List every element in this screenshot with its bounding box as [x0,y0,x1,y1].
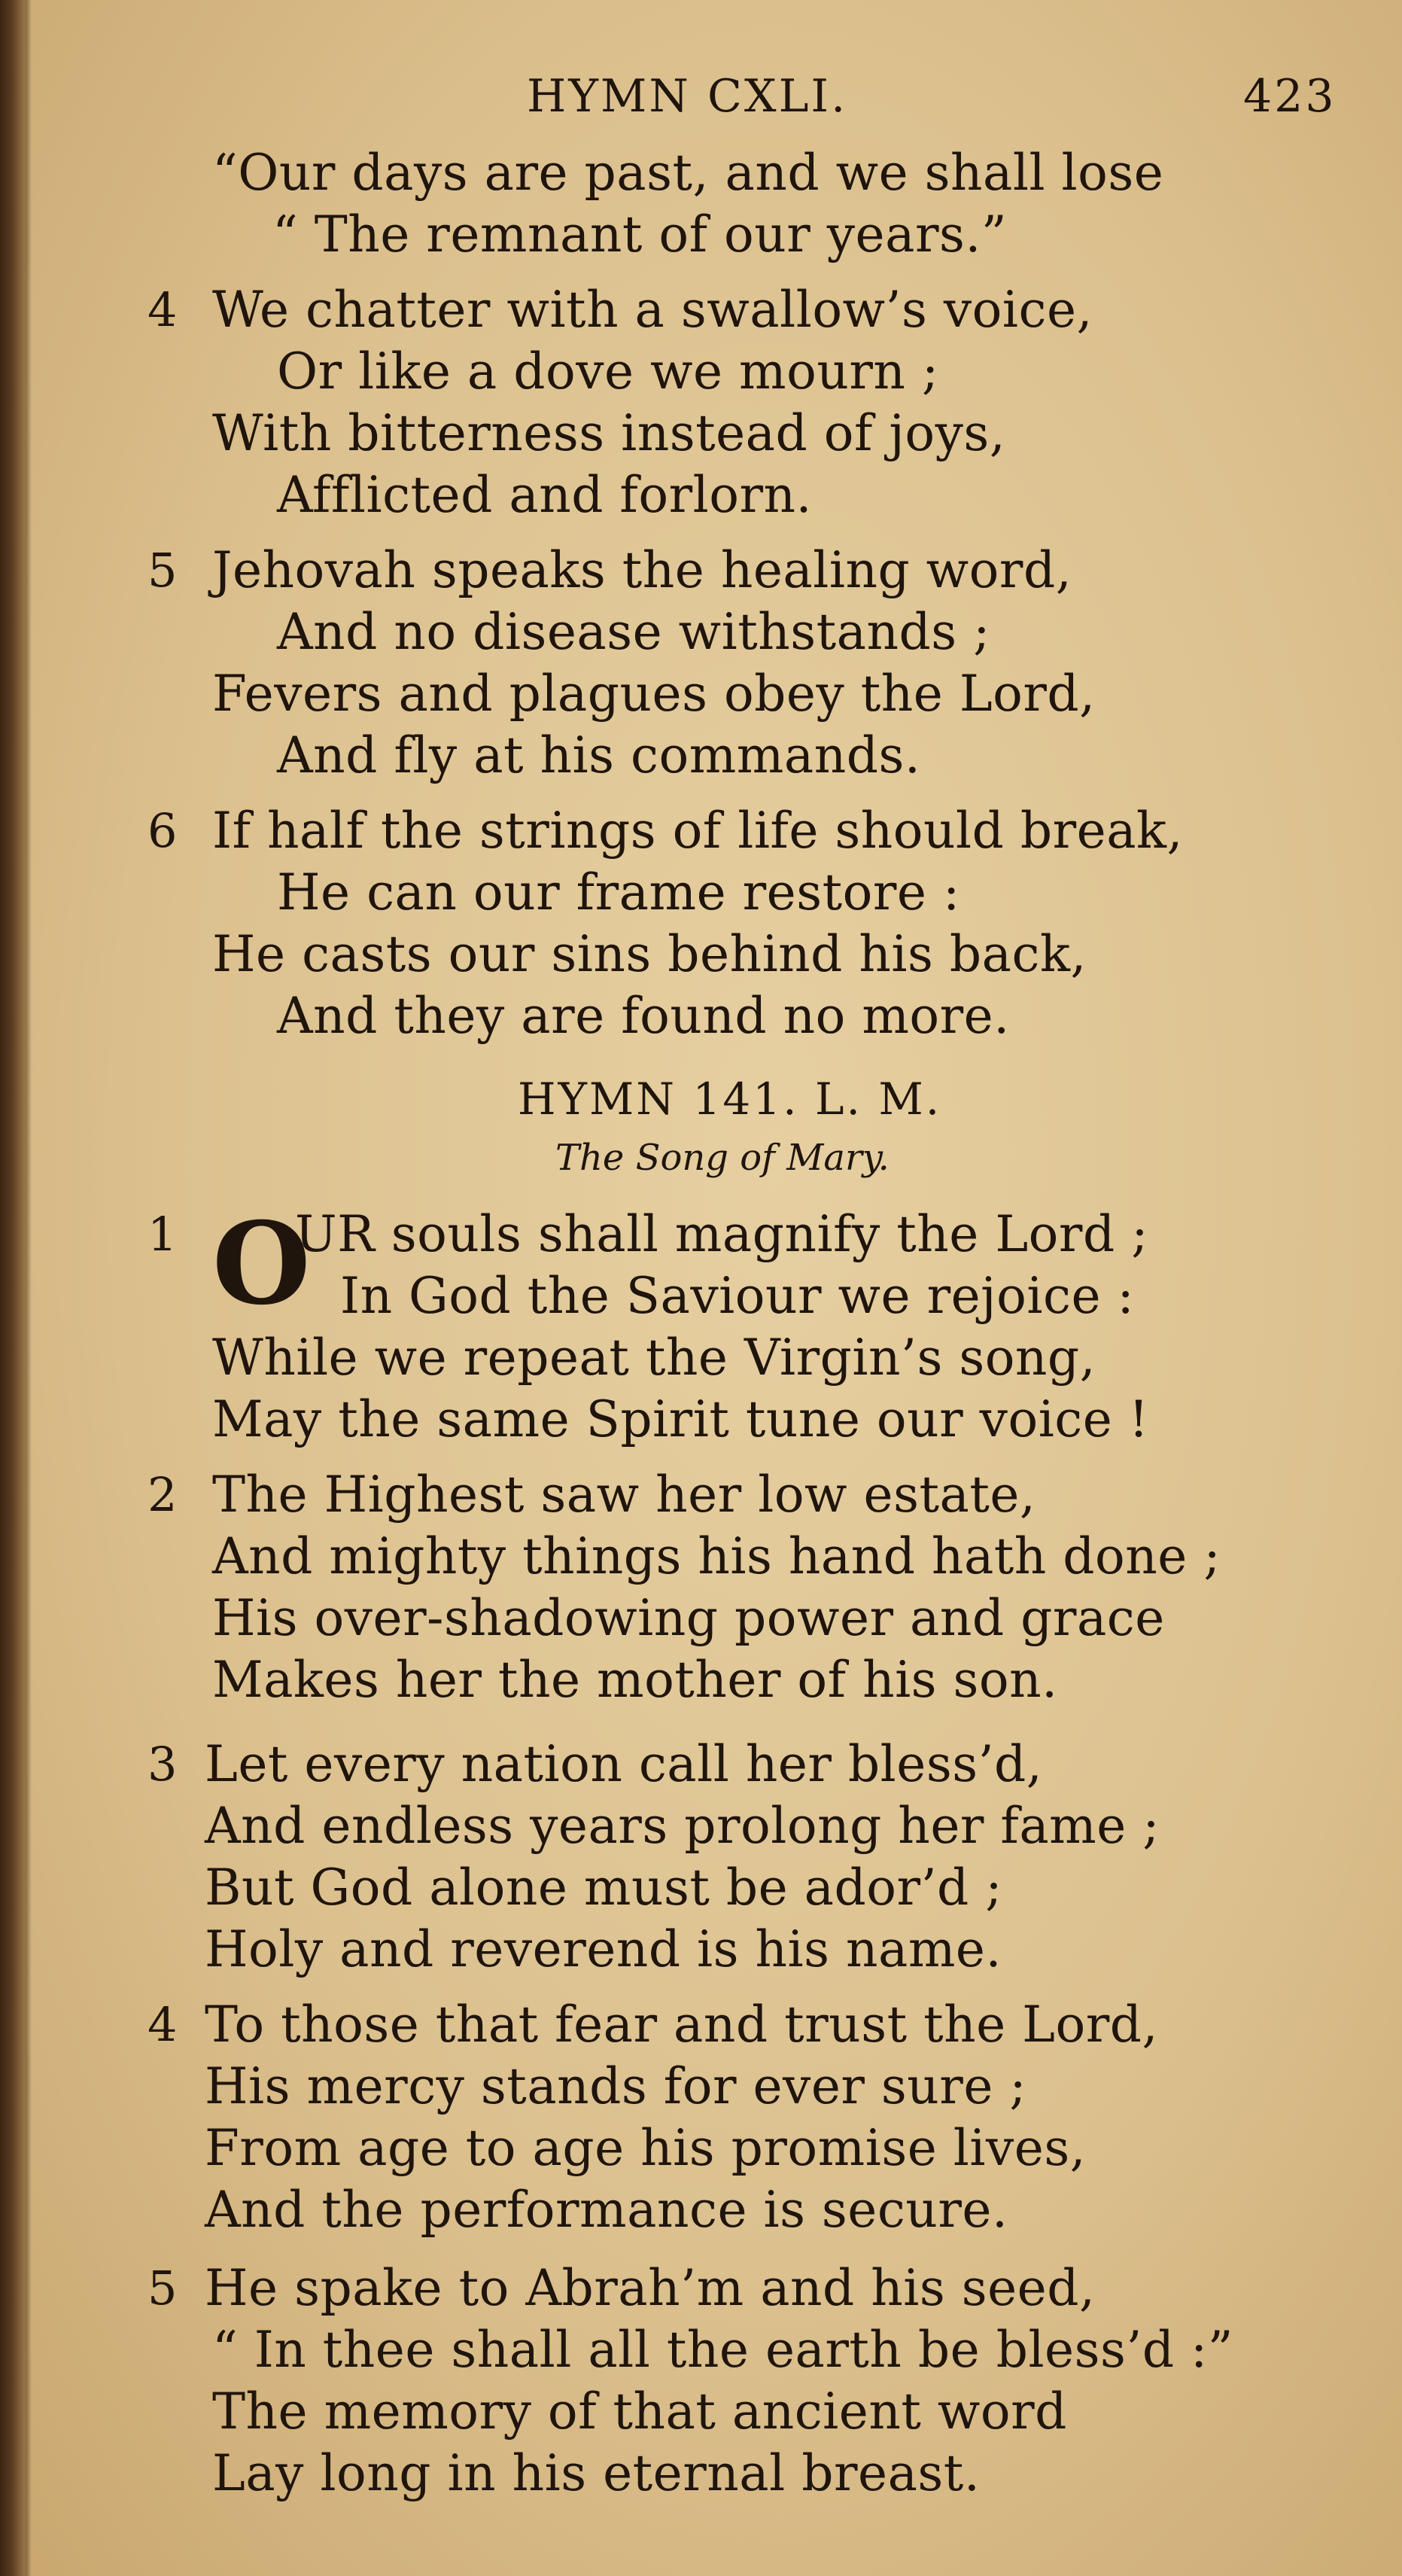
stanza-number: 3 [147,1737,178,1792]
verse-line: Or like a dove we mourn ; [277,343,939,400]
verse-line: In God the Saviour we rejoice : [340,1267,1135,1325]
verse-line: Let every nation call her bless’d, [205,1735,1043,1793]
verse-line: And no disease withstands ; [277,603,990,661]
stanza-number: 4 [147,282,178,337]
verse-line: And fly at his commands. [277,726,921,784]
hymn-heading: HYMN 141. L. M. [518,1073,942,1125]
verse-line: Afflicted and forlorn. [277,466,813,524]
stanza-number: 4 [147,1997,178,2052]
verse-line: And the performance is secure. [205,2181,1008,2239]
verse-line: And endless years prolong her fame ; [205,1797,1160,1855]
verse-line: Lay long in his eternal breast. [212,2444,981,2502]
verse-line: From age to age his promise lives, [205,2119,1087,2177]
verse-line: The memory of that ancient word [212,2383,1067,2441]
verse-line: Fevers and plagues obey the Lord, [212,665,1096,723]
verse-line: Makes her the mother of his son. [212,1651,1058,1709]
verse-line: UR souls shall magnify the Lord ; [295,1205,1148,1263]
verse-line: Holy and reverend is his name. [205,1920,1002,1978]
continuation-line: “Our days are past, and we shall lose [212,144,1164,202]
verse-line: And mighty things his hand hath done ; [212,1527,1221,1585]
drop-cap: O [212,1198,311,1330]
stanza-number: 5 [147,543,178,598]
verse-line: And they are found no more. [277,987,1010,1045]
verse-line: But God alone must be ador’d ; [205,1859,1003,1917]
stanza-number: 1 [147,1207,178,1262]
verse-line: The Highest saw her low estate, [212,1466,1036,1524]
verse-line: “ In thee shall all the earth be bless’d :” [212,2321,1234,2379]
verse-line: His over-shadowing power and grace [212,1589,1165,1647]
verse-line: With bitterness instead of joys, [212,404,1006,462]
page-number: 423 [1243,70,1337,123]
verse-line: While we repeat the Virgin’s song, [212,1329,1096,1387]
hymn-subtitle: The Song of Mary. [555,1137,890,1179]
stanza-number: 2 [147,1467,178,1522]
verse-line: We chatter with a swallow’s voice, [212,281,1093,339]
verse-line: He casts our sins behind his back, [212,925,1087,983]
continuation-line: “ The remnant of our years.” [272,206,1008,263]
verse-line: He can our frame restore : [277,863,960,921]
verse-line: May the same Spirit tune our voice ! [212,1390,1149,1448]
verse-line: To those that fear and trust the Lord, [205,1996,1158,2054]
verse-line: If half the strings of life should break, [212,802,1184,860]
running-head-title: HYMN CXLI. [527,70,848,123]
stanza-number: 6 [147,803,178,858]
verse-line: His mercy stands for ever sure ; [205,2057,1027,2115]
verse-line: Jehovah speaks the healing word, [212,541,1072,599]
verse-line: He spake to Abrah’m and his seed, [205,2259,1096,2317]
stanza-number: 5 [147,2261,178,2316]
